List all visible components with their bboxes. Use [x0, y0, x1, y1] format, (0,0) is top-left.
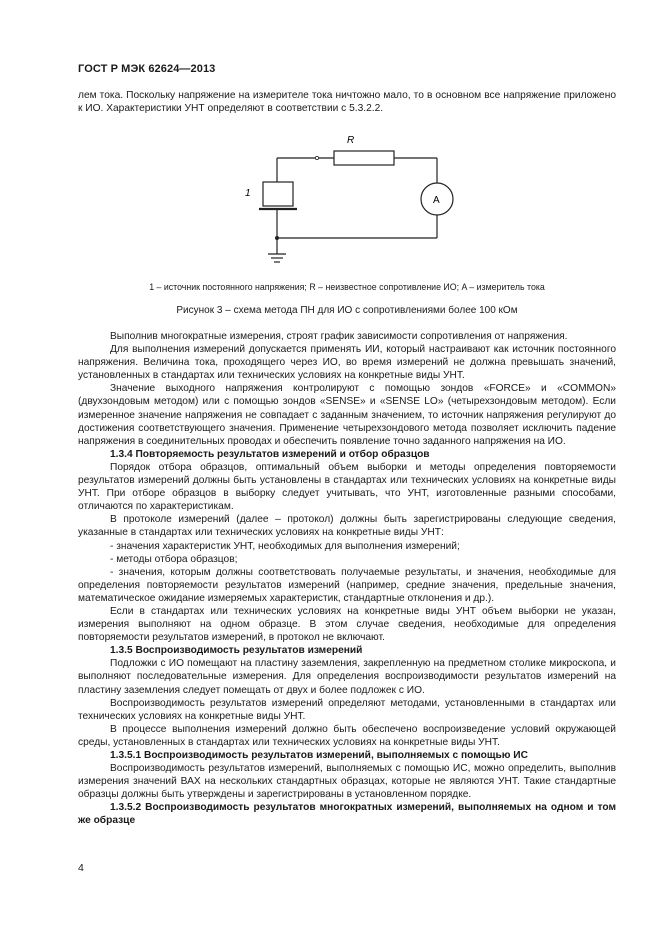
paragraph: Воспроизводимость результатов измерений определяют методами, установленными в стандартах или технических условиях на конкретные виды УНТ.: [78, 697, 616, 722]
list-item: - значения характеристик УНТ, необходимых для выполнения измерений;: [110, 540, 460, 552]
source-label: 1: [245, 188, 251, 199]
voltage-source-symbol: [263, 182, 293, 206]
circuit-diagram: [235, 132, 465, 272]
paragraph: В процессе выполнения измерений должно быть обеспечено воспроизведение условий окружающей среды, установленных в стандартах или технических условиях на конкретные виды УНТ.: [78, 723, 616, 748]
body-text: [78, 330, 616, 828]
list-item: - методы отбора образцов;: [110, 553, 238, 565]
paragraph: Значение выходного напряжения контролируют с помощью зондов «FORCE» и «COMMON» (двухзондовым методом) или с помощью зондов «SENSE» и «SENSE LO» (четырехзондовым методом). Если измеренное значение напряжения не совпадает с заданным значением, то источник напряжения регулируют до достижения соответствующего значения. Применение четырехзондового метода позволяет исключить падение напряжения в соединительных проводах и обеспечить появление точно заданного напряжения на ИО.: [78, 383, 616, 447]
paragraph: В протоколе измерений (далее – протокол) должны быть зарегистрированы следующие сведения, указанные в стандартах или технических условиях на конкретные виды УНТ:: [78, 514, 616, 539]
paragraph: Подложки с ИО помещают на пластину заземления, закрепленную на предметном столике микроскопа, и выполняют последовательные измерения. Для определения воспроизводимости результатов измерений на пластину заземления следует помещать от двух и более подложек с ИО.: [78, 658, 616, 696]
paragraph: Если в стандартах или технических условиях на конкретные виды УНТ объем выборки не указан, измерения выполняют на одном образце. В этом случае сведения, необходимые для определения повторяемости результатов измерений, в протокол не включают.: [78, 605, 616, 644]
list-item: - значения, которым должны соответствовать получаемые результаты, и значения, необходимые для определения повторяемости результатов измерений (например, средние значения, предельные значения, математическое ожидание измеряемых характеристик, стандартные отклонения и др.).: [78, 566, 616, 604]
subsection-heading: 1.3.5.2 Воспроизводимость результатов многократных измерений, выполняемых на одном и том же образце: [78, 802, 616, 827]
paragraph: Для выполнения измерений допускается применять ИИ, который настраивают как источник постоянного напряжения. Величина тока, проходящего через ИО, во время измерений не должна превышать значений, установленных в стандартах или технических условиях на конкретные виды УНТ.: [78, 344, 616, 382]
section-heading: 1.3.5 Воспроизводимость результатов измерений: [110, 645, 363, 657]
paragraph: Воспроизводимость результатов измерений, выполняемых с помощью ИС, можно определить, выполнив измерения значений ВАХ на нескольких стандартных образцах, которые не являются УНТ. Такие стандартные образцы должны быть утверждены и зарегистрированы в установленном порядке.: [78, 763, 616, 801]
intro-text: [78, 89, 616, 115]
ammeter-label: A: [433, 195, 440, 206]
figure-legend: 1 – источник постоянного напряжения; R – неизвестное сопротивление ИО; A – измеритель тока: [149, 282, 545, 292]
paragraph: Порядок отбора образцов, оптимальный объем выборки и методы определения повторяемости результатов измерений должны быть установлены в стандартах или технических условиях на конкретные виды УНТ. При отборе образцов в выборку следует учитывать, что УНТ, изготовленные разными способами, отличаются по характеристикам.: [78, 461, 616, 513]
intro-paragraph: лем тока. Поскольку напряжение на измерителе тока ничтожно мало, то в основном все напряжение приложено к ИО. Характеристики УНТ определяют в соответствии с 5.3.2.2.: [78, 90, 616, 115]
paragraph: Выполнив многократные измерения, строят график зависимости сопротивления от напряжения.: [110, 331, 568, 342]
standard-header: ГОСТ Р МЭК 62624—2013: [78, 63, 216, 75]
subsection-heading: 1.3.5.1 Воспроизводимость результатов измерений, выполняемых с помощью ИС: [110, 750, 528, 761]
resistor-symbol: [334, 151, 394, 165]
section-heading: 1.3.4 Повторяемость результатов измерений и отбор образцов: [110, 448, 430, 460]
page-number: 4: [78, 862, 84, 874]
resistor-label: R: [347, 135, 355, 146]
figure-title: Рисунок 3 – схема метода ПН для ИО с сопротивлениями более 100 кОм: [176, 305, 518, 316]
